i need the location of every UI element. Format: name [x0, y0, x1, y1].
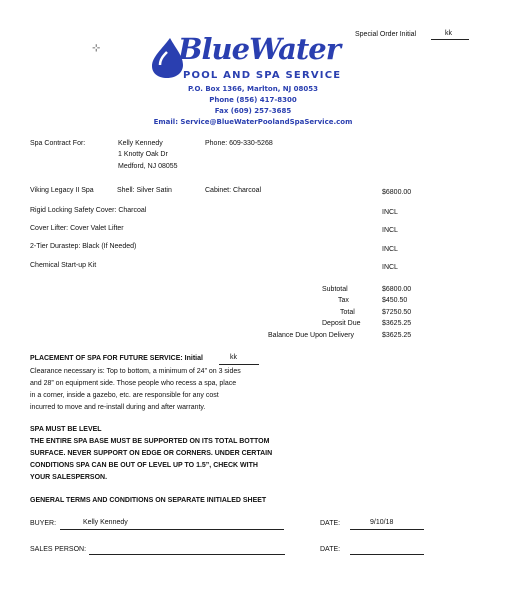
placement-initial-underline — [219, 364, 259, 365]
placement-line: Clearance necessary is: Top to bottom, a minimum of 24” on 3 sides — [30, 368, 241, 375]
tax-value: $450.50 — [382, 297, 408, 304]
balance-label: Balance Due Upon Delivery — [268, 332, 354, 339]
level-line: YOUR SALESPERSON. — [30, 474, 108, 481]
item-price: INCL — [382, 246, 398, 253]
salesperson-signature-line — [89, 554, 285, 555]
contract-street: 1 Knotty Oak Dr — [118, 151, 168, 158]
logo-email: Email: Service@BlueWaterPoolandSpaService.com — [153, 118, 353, 126]
date2-line — [350, 554, 424, 555]
logo-fax: Fax (609) 257-3685 — [214, 107, 292, 115]
buyer-signature-line — [60, 529, 284, 530]
date-value: 9/10/18 — [370, 519, 394, 526]
special-order-underline — [431, 39, 469, 40]
brand-name: BlueWater — [178, 32, 341, 66]
date-line — [350, 529, 424, 530]
contract-city: Medford, NJ 08055 — [118, 163, 178, 170]
logo-phone: Phone (856) 417-8300 — [209, 96, 297, 104]
placement-line: incurred to move and re-install during and after warranty. — [30, 404, 206, 411]
level-line: THE ENTIRE SPA BASE MUST BE SUPPORTED ON ITS TOTAL BOTTOM — [30, 438, 270, 445]
total-value: $7250.50 — [382, 309, 412, 316]
item-price: $6800.00 — [382, 189, 412, 196]
contract-name: Kelly Kennedy — [118, 140, 163, 147]
item-desc: Cover Lifter: Cover Valet Lifter — [30, 225, 124, 232]
item-price: INCL — [382, 264, 398, 271]
item-desc: Rigid Locking Safety Cover: Charcoal — [30, 207, 147, 214]
date2-label: DATE: — [320, 546, 341, 553]
special-order-value: kk — [445, 30, 452, 37]
level-title: SPA MUST BE LEVEL — [30, 426, 102, 433]
item-desc: Viking Legacy II Spa — [30, 187, 94, 194]
level-line: SURFACE. NEVER SUPPORT ON EDGE OR CORNERS. UNDER CERTAIN — [30, 450, 273, 457]
item-cabinet: Cabinet: Charcoal — [205, 187, 262, 194]
deposit-label: Deposit Due — [322, 320, 361, 327]
subtotal-label: Subtotal — [322, 286, 348, 293]
placement-line: and 28” on equipment side. Those people who recess a spa, place — [30, 380, 237, 387]
subtotal-value: $6800.00 — [382, 286, 412, 293]
placement-title: PLACEMENT OF SPA FOR FUTURE SERVICE: Initial — [30, 355, 203, 362]
item-shell: Shell: Silver Satin — [117, 187, 172, 194]
brand-subtitle: POOL AND SPA SERVICE — [183, 70, 342, 81]
item-price: INCL — [382, 227, 398, 234]
contract-phone: Phone: 609-330-5268 — [205, 140, 273, 147]
contract-label: Spa Contract For: — [30, 140, 86, 147]
special-order-label: Special Order Initial — [355, 31, 417, 38]
crosshair-icon: ⊹ — [92, 43, 101, 54]
salesperson-label: SALES PERSON: — [30, 546, 87, 553]
balance-value: $3625.25 — [382, 332, 412, 339]
item-desc: 2-Tier Durastep: Black (If Needed) — [30, 243, 137, 250]
level-line: CONDITIONS SPA CAN BE OUT OF LEVEL UP TO 1.5”, CHECK WITH — [30, 462, 258, 469]
total-label: Total — [340, 309, 355, 316]
placement-line: in a corner, inside a gazebo, etc. are responsible for any cost — [30, 392, 219, 399]
buyer-label: BUYER: — [30, 520, 57, 527]
deposit-value: $3625.25 — [382, 320, 412, 327]
terms-note: GENERAL TERMS AND CONDITIONS ON SEPARATE INITIALED SHEET — [30, 497, 267, 504]
logo-address: P.O. Box 1366, Marlton, NJ 08053 — [187, 85, 319, 93]
placement-initial: kk — [230, 354, 237, 361]
item-desc: Chemical Start-up Kit — [30, 262, 97, 269]
buyer-name: Kelly Kennedy — [83, 519, 128, 526]
date-label: DATE: — [320, 520, 341, 527]
item-price: INCL — [382, 209, 398, 216]
tax-label: Tax — [338, 297, 349, 304]
